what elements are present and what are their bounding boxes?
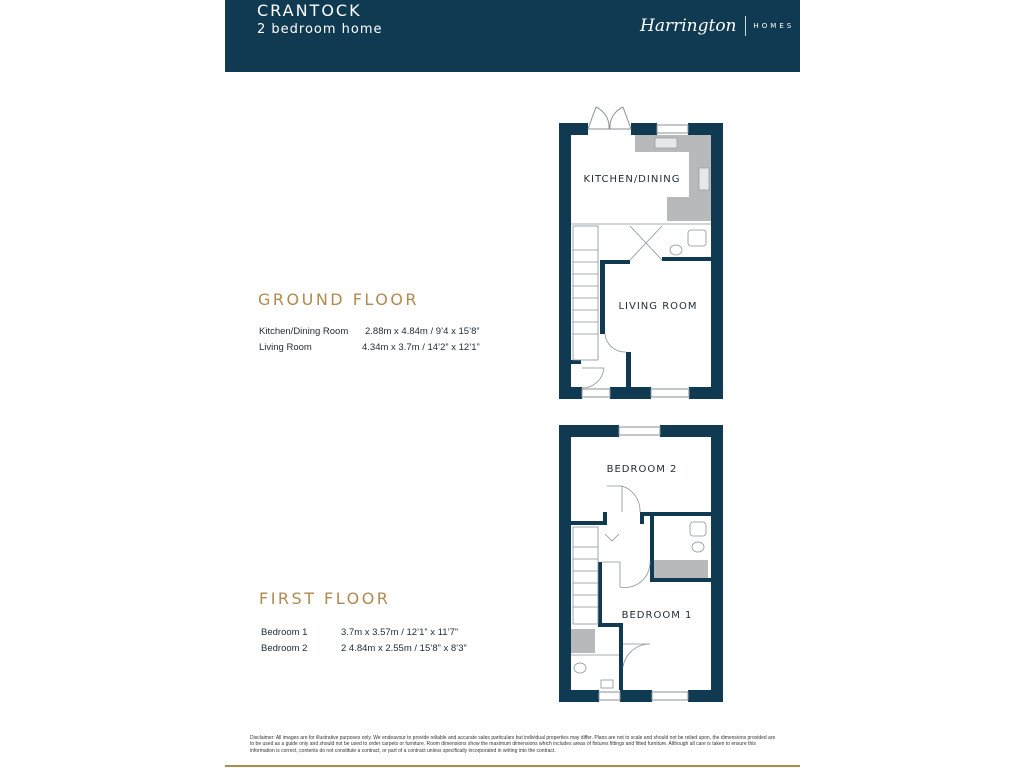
ground-floor-heading: GROUND FLOOR	[258, 290, 420, 309]
plan-label-bedroom2: BEDROOM 2	[606, 464, 678, 475]
home-type-subtitle: 2 bedroom home	[257, 22, 383, 37]
room-dimensions: 2 4.84m x 2.55m / 15’8” x 8’3”	[341, 643, 467, 654]
storage-cupboard	[571, 629, 595, 653]
room-name: Bedroom 2	[261, 643, 308, 654]
first-floor-internal-walls	[571, 512, 712, 690]
plan-label-living: LIVING ROOM	[618, 301, 698, 312]
room-dimensions: 3.7m x 3.57m / 12’1” x 11’7”	[341, 627, 459, 638]
room-dimensions: 2.88m x 4.84m / 9’4 x 15’8”	[365, 326, 480, 337]
brand-name: Harrington	[640, 16, 737, 36]
brand-suffix: HOMES	[753, 22, 795, 30]
development-title: CRANTOCK	[257, 1, 362, 20]
first-floor-fixtures	[571, 486, 706, 688]
french-door-swing	[588, 107, 631, 129]
plan-label-bedroom1: BEDROOM 1	[621, 610, 693, 621]
first-floor-heading: FIRST FLOOR	[259, 589, 391, 608]
room-name: Bedroom 1	[261, 627, 308, 638]
ground-floor-plan	[559, 107, 723, 399]
plan-label-kitchen: KITCHEN/DINING	[583, 174, 681, 185]
room-dimensions: 4.34m x 3.7m / 14’2” x 12’1”	[362, 342, 480, 353]
room-name: Living Room	[259, 342, 312, 353]
disclaimer-text: Disclaimer: All images are for illustrative purposes only. We endeavour to provide reliable and accurate sales particulars but individual properties may differ. Plans are not to scale and should not be relied upon, the dimensions provided are to be used as a guide only and should not be used to order carpets or furniture. Room dimensions show the maximum dimensions which includes areas of fixtures fittings and fitted furniture. Although all care is taken to ensure this information is correct, contents do not constitute a contract, or part of a contract unless specifically incorporated in writing into the contract.	[250, 735, 776, 754]
first-floor-plan	[559, 425, 723, 702]
footer-rule	[225, 765, 800, 767]
bathtub	[654, 560, 708, 578]
room-name: Kitchen/Dining Room	[259, 326, 349, 337]
